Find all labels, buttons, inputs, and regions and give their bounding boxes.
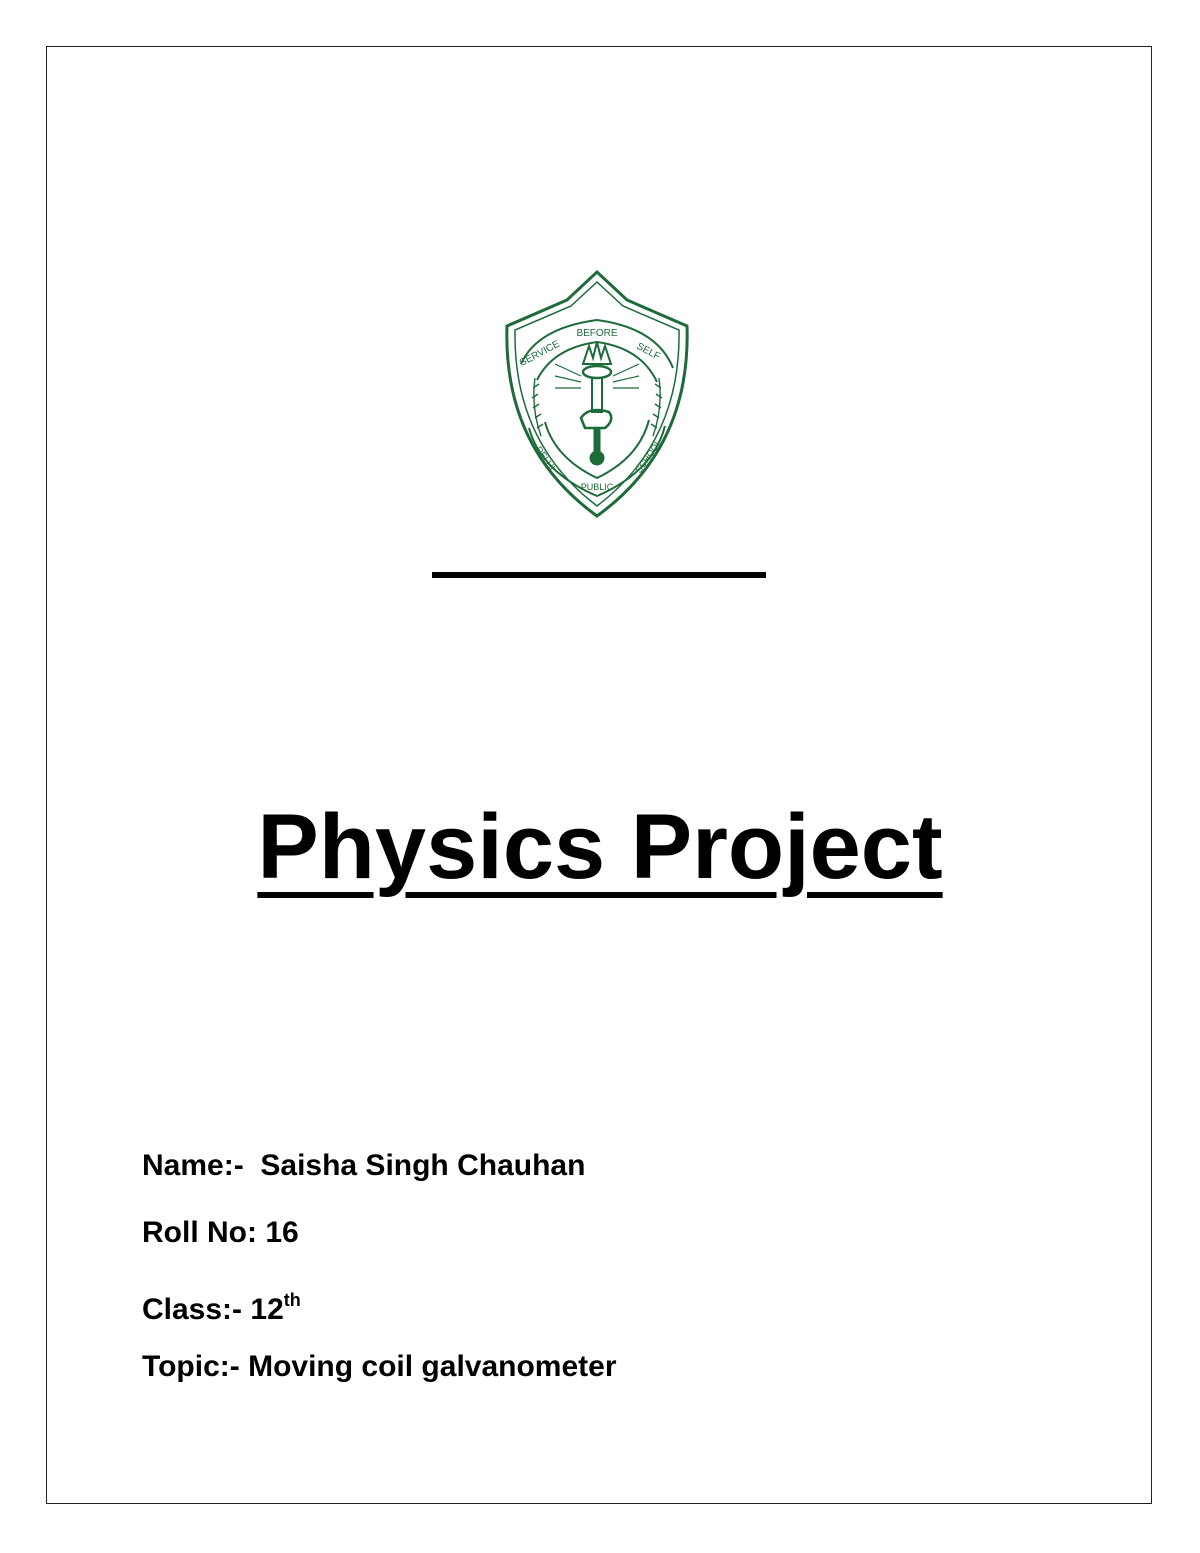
name-label: Name:- — [142, 1149, 244, 1182]
roll-value: 16 — [265, 1216, 299, 1249]
topic-row — [142, 1343, 617, 1410]
emblem-left-label: SERVICE — [517, 338, 562, 369]
emblem-top-label: BEFORE — [576, 328, 618, 339]
school-emblem-logo — [497, 268, 697, 520]
topic-value: Moving coil galvanometer — [248, 1350, 617, 1383]
page-title-text: Physics Project — [257, 796, 943, 898]
page-title — [0, 792, 1200, 902]
class-suffix: th — [283, 1290, 301, 1310]
emblem-bottom-label: PUBLIC — [580, 482, 614, 492]
emblem-bottom-right-label: SCHOOL — [633, 437, 664, 475]
class-value: 12 — [250, 1293, 284, 1326]
name-value: Saisha Singh Chauhan — [260, 1149, 586, 1182]
emblem-right-label: SELF — [634, 341, 662, 363]
student-details — [142, 1142, 617, 1410]
class-row — [142, 1276, 617, 1343]
roll-label: Roll No: — [142, 1216, 257, 1249]
emblem-bottom-left-label: DELHI — [533, 444, 558, 473]
roll-row — [142, 1209, 617, 1276]
class-label: Class:- — [142, 1293, 243, 1326]
name-row — [142, 1142, 617, 1209]
topic-label: Topic:- — [142, 1350, 240, 1383]
horizontal-rule — [432, 572, 766, 578]
